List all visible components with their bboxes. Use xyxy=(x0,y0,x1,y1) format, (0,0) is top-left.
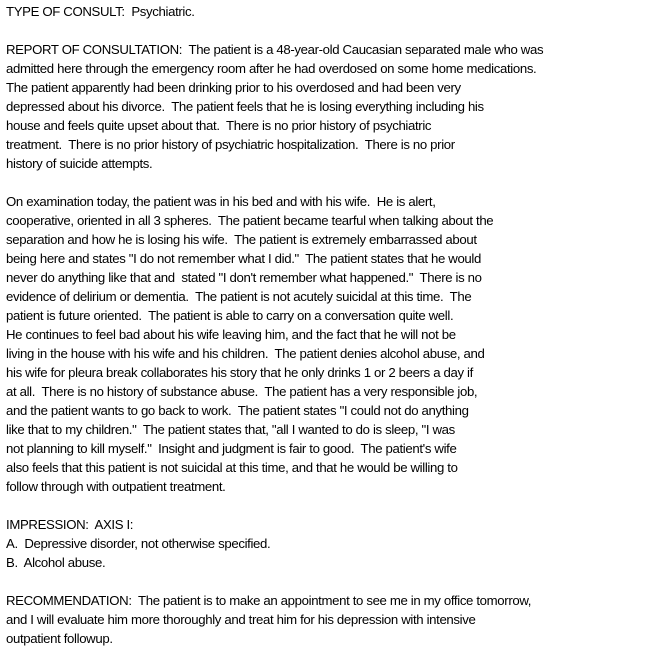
examination-line: separation and how he is losing his wife. The patient is extremely embarrassed about xyxy=(6,232,477,247)
type-of-consult: TYPE OF CONSULT: Psychiatric. xyxy=(6,4,195,19)
examination-line: patient is future oriented. The patient is able to carry on a conversation quite well. xyxy=(6,308,454,323)
examination-line: not planning to kill myself." Insight and judgment is fair to good. The patient's wife xyxy=(6,441,457,456)
consult-document xyxy=(6,2,650,648)
examination-line: evidence of delirium or dementia. The patient is not acutely suicidal at this time. The xyxy=(6,289,472,304)
spacer xyxy=(6,21,650,40)
report-line: admitted here through the emergency room after he had overdosed on some home medications. xyxy=(6,61,537,76)
recommendation-section xyxy=(6,591,650,648)
report-line: depressed about his divorce. The patient feels that he is losing everything including his xyxy=(6,99,484,114)
examination-line: living in the house with his wife and his children. The patient denies alcohol abuse, and xyxy=(6,346,485,361)
report-line: REPORT OF CONSULTATION: The patient is a 48-year-old Caucasian separated male who was xyxy=(6,42,544,57)
examination-line: follow through with outpatient treatment. xyxy=(6,479,226,494)
impression-item: B. Alcohol abuse. xyxy=(6,555,106,570)
examination-line: never do anything like that and stated "I don't remember what happened." There is no xyxy=(6,270,482,285)
report-line: The patient apparently had been drinking prior to his overdosed and had been very xyxy=(6,80,461,95)
report-of-consultation-section xyxy=(6,40,650,173)
spacer xyxy=(6,572,650,591)
recommendation-line: and I will evaluate him more thoroughly and treat him for his depression with intensive xyxy=(6,612,476,627)
report-line: history of suicide attempts. xyxy=(6,156,153,171)
examination-line: cooperative, oriented in all 3 spheres. The patient became tearful when talking about the xyxy=(6,213,494,228)
spacer xyxy=(6,173,650,192)
report-line: treatment. There is no prior history of psychiatric hospitalization. There is no prior xyxy=(6,137,455,152)
examination-line: his wife for pleura break collaborates his story that he only drinks 1 or 2 beers a day if xyxy=(6,365,473,380)
impression-heading: IMPRESSION: AXIS I: xyxy=(6,517,134,532)
spacer xyxy=(6,496,650,515)
impression-item: A. Depressive disorder, not otherwise specified. xyxy=(6,536,271,551)
examination-line: and the patient wants to go back to work. The patient states "I could not do anything xyxy=(6,403,469,418)
examination-section xyxy=(6,192,650,496)
examination-line: like that to my children." The patient states that, "all I wanted to do is sleep, "I was xyxy=(6,422,455,437)
examination-line: at all. There is no history of substance abuse. The patient has a very responsible job, xyxy=(6,384,478,399)
examination-line: He continues to feel bad about his wife leaving him, and the fact that he will not be xyxy=(6,327,456,342)
recommendation-line: outpatient followup. xyxy=(6,631,113,646)
examination-line: also feels that this patient is not suicidal at this time, and that he would be willing to xyxy=(6,460,458,475)
recommendation-line: RECOMMENDATION: The patient is to make an appointment to see me in my office tomorrow, xyxy=(6,593,532,608)
impression-section xyxy=(6,515,650,572)
examination-line: On examination today, the patient was in his bed and with his wife. He is alert, xyxy=(6,194,436,209)
report-line: house and feels quite upset about that. There is no prior history of psychiatric xyxy=(6,118,432,133)
examination-line: being here and states "I do not remember what I did." The patient states that he would xyxy=(6,251,481,266)
